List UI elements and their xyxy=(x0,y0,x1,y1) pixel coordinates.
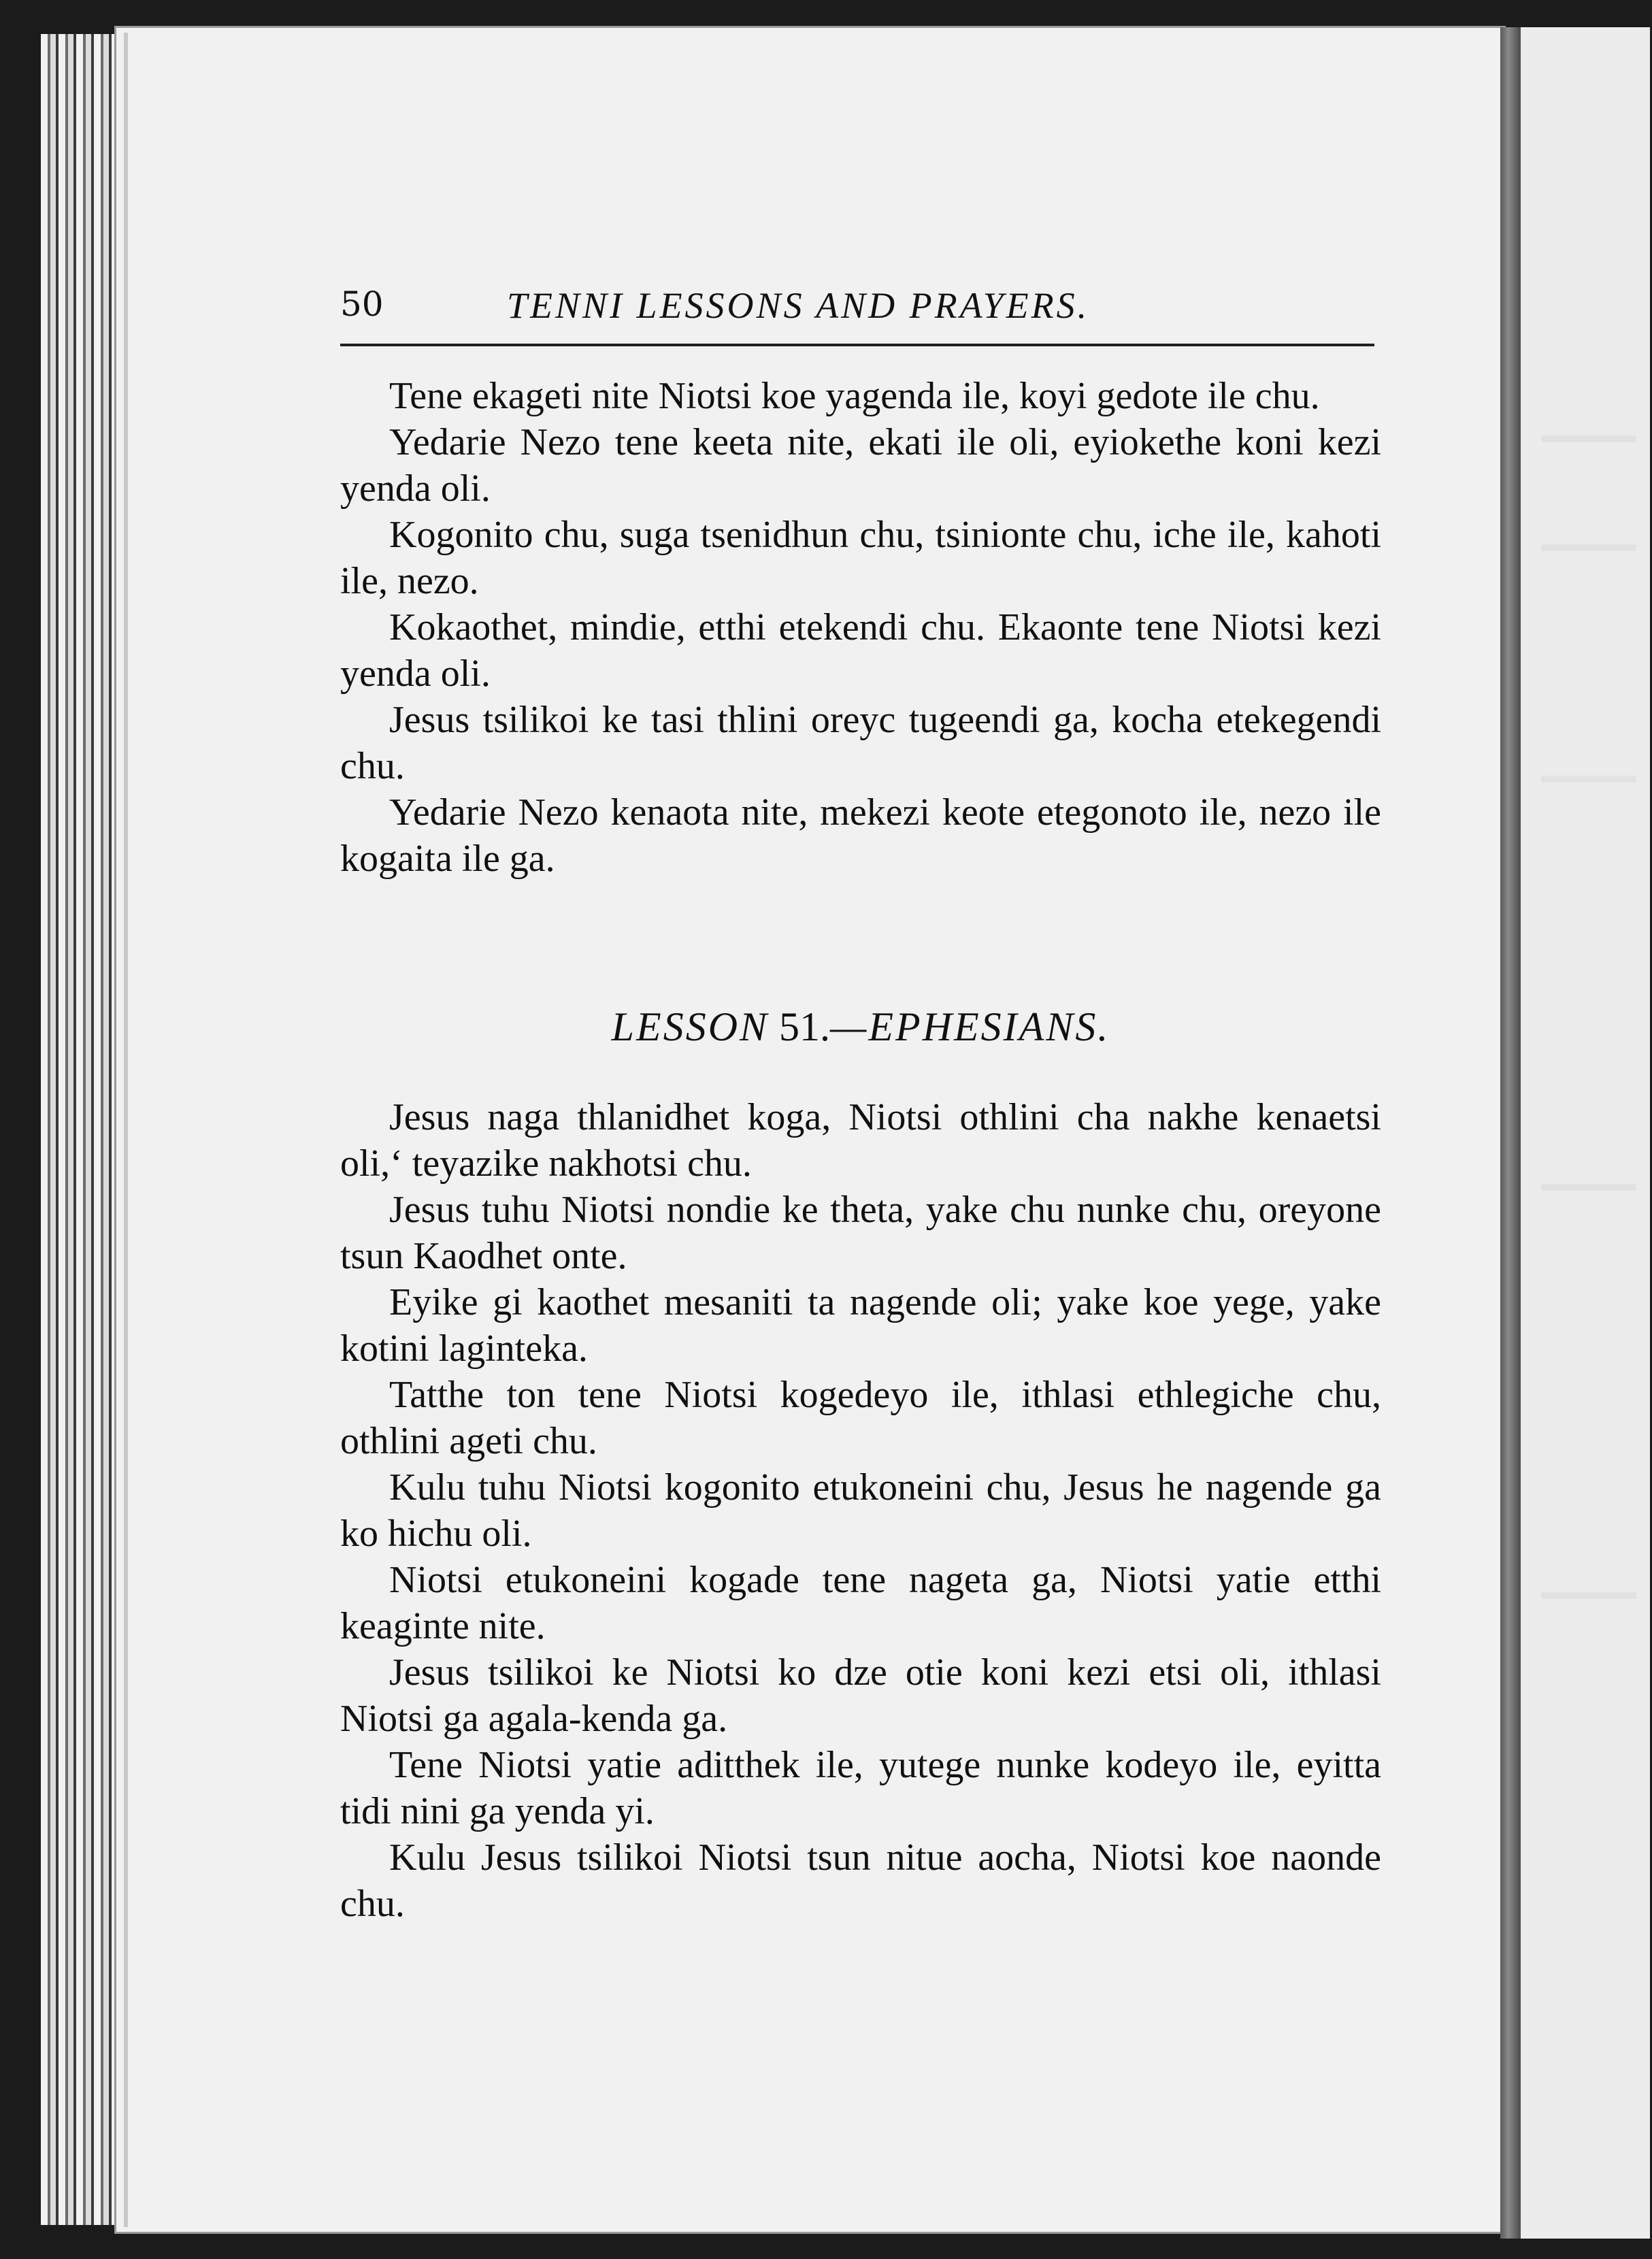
paragraph: Jesus tuhu Niotsi nondie ke theta, yake chu nunke chu, oreyone tsun Kaodhet onte. xyxy=(340,1189,1381,1277)
paragraph: Yedarie Nezo tene keeta nite, ekati ile oli, eyiokethe koni kezi yenda oli. xyxy=(340,421,1381,510)
section-two-text xyxy=(340,1094,1381,1927)
running-head-title: TENNI LESSONS AND PRAYERS. xyxy=(507,285,1090,326)
paragraph: Jesus tsilikoi ke tasi thlini oreyс tugeendi ga, kocha etekegendi chu. xyxy=(340,699,1381,787)
paragraph: Kokaothet, mindie, etthi etekendi chu. Ekaonte tene Niotsi kezi yenda oli. xyxy=(340,606,1381,695)
page-number: 50 xyxy=(340,284,384,324)
bleed-through-mark xyxy=(1541,776,1636,782)
lesson-number: 51. xyxy=(779,1004,831,1049)
paragraph: Eyike gi kaothet mesaniti ta nagende oli; yake koe yege, yake kotini laginteka. xyxy=(340,1281,1381,1370)
paragraph: Kogonito chu, suga tsenidhun chu, tsinionte chu, iche ile, kahoti ile, nezo. xyxy=(340,514,1381,602)
paragraph: Tene Niotsi yatie aditthek ile, yutege nunke kodeyo ile, eyitta tidi nini ga yenda yi. xyxy=(340,1744,1381,1832)
running-head xyxy=(340,284,1374,332)
facing-page-edge xyxy=(1521,27,1650,2239)
book-gutter xyxy=(1500,27,1521,2239)
paragraph: Kulu tuhu Niotsi kogonito etukoneini chu, Jesus he nagende ga ko hichu oli. xyxy=(340,1466,1381,1555)
lesson-label: LESSON xyxy=(611,1004,770,1049)
bleed-through-mark xyxy=(1541,1592,1636,1599)
paragraph: Kulu Jesus tsilikoi Niotsi tsun nitue aocha, Niotsi koe naonde chu. xyxy=(340,1836,1381,1925)
running-head-rule xyxy=(340,344,1374,346)
lesson-title: —EPHESIANS. xyxy=(830,1004,1110,1049)
book-page-edges xyxy=(41,34,122,2225)
bleed-through-mark xyxy=(1541,1184,1636,1191)
paragraph: Tene ekageti nite Niotsi koe yagenda ile, koyi gedote ile chu. xyxy=(389,375,1320,417)
paragraph: Jesus tsilikoi ke Niotsi ko dze otie koni kezi etsi oli, ithlasi Niotsi ga agala-kenda ga. xyxy=(340,1651,1381,1740)
bleed-through-mark xyxy=(1541,435,1636,442)
paragraph: Tatthe ton tene Niotsi kogedeyo ile, ithlasi ethlegiche chu, othlini ageti chu. xyxy=(340,1374,1381,1462)
paragraph: Niotsi etukoneini kogade tene nageta ga, Niotsi yatie etthi keaginte nite. xyxy=(340,1559,1381,1647)
section-one-text xyxy=(340,373,1381,882)
paragraph: Jesus naga thlanidhet koga, Niotsi othlini cha nakhe kenaetsi oli,ʻ teyazike nakhotsi chu. xyxy=(340,1096,1381,1185)
bleed-through-mark xyxy=(1541,544,1636,551)
paragraph: Yedarie Nezo kenaota nite, mekezi keote etegonoto ile, nezo ile kogaita ile ga. xyxy=(340,791,1381,880)
lesson-heading xyxy=(340,1004,1381,1051)
